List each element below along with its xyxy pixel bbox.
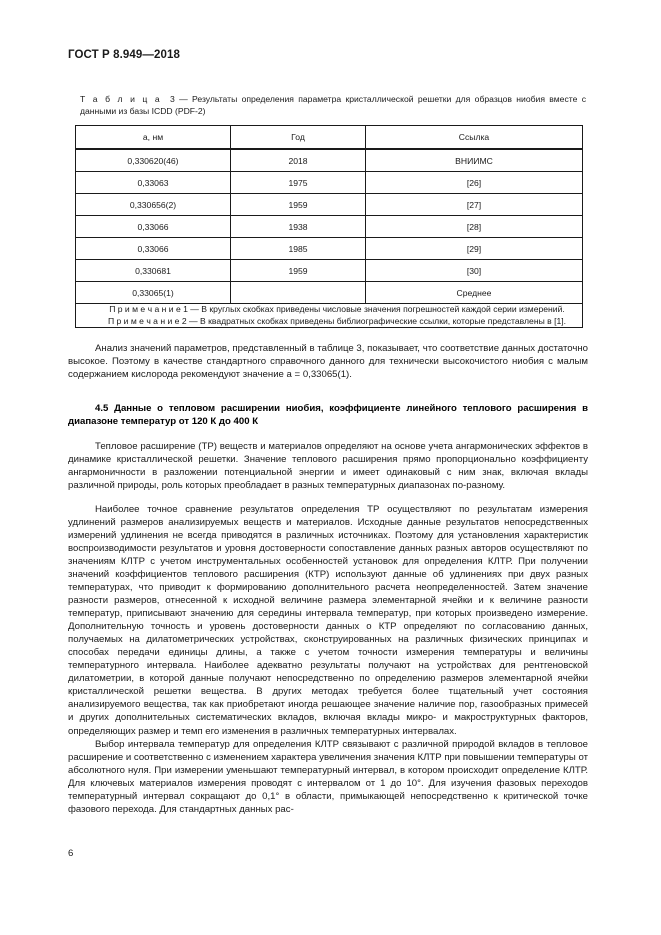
paragraph-thermal-expansion-intro: Тепловое расширение (ТР) веществ и материалов определяют на основе учета ангармонических эффектов в динамике кристаллической решетки. Значение теплового расширения прямо пропорционально коэффициенту ангармоничности в разложении потенциальной энергии и имеет одинаковый с ним знак, включая вклады различной природы, роль которых преобладает в разных температурных диапазонах по-разному. <box>68 440 588 491</box>
cell-reference: [26] <box>366 172 583 194</box>
column-header-reference: Ссылка <box>366 126 583 150</box>
paragraph-temperature-interval: Выбор интервала температур для определения КЛТР связывают с различной природой вкладов в тепловое расширение и соответственно с изменением характера увеличения значения КЛТР при повышении температуры от абсолютного нуля. При измерении уменьшают температурный интервал, в котором происходит определение КЛТР. Для ключевых материалов измерения проводят с интервалом от 1 до 10°. Для изучения фазовых переходов температурный интервал сокращают до 0,1° в области, примыкающей непосредственно к критической точке фазового перехода. Для стандартных данных рас- <box>68 738 588 815</box>
cell-reference: ВНИИМС <box>366 149 583 172</box>
cell-reference: Среднее <box>366 282 583 304</box>
table-notes <box>76 304 583 328</box>
cell-year <box>231 282 366 304</box>
cell-year: 1959 <box>231 194 366 216</box>
cell-a: 0,33065(1) <box>76 282 231 304</box>
table-row <box>76 282 583 304</box>
table-caption-number: 3 <box>169 94 175 104</box>
cell-year: 1938 <box>231 216 366 238</box>
cell-reference: [27] <box>366 194 583 216</box>
table-note-2: П р и м е ч а н и е 2 — В квадратных скобках приведены библиографические ссылки, которые представлены в [1]. <box>107 315 567 326</box>
table-caption-text: — Результаты определения параметра кристаллической решетки для образцов ниобия вместе с данными из базы ICDD (PDF-2) <box>80 94 587 116</box>
paragraph-after-table: Анализ значений параметров, представленный в таблице 3, показывает, что соответствие данных достаточно высокое. Поэтому в качестве стандартного справочного данного для технически высокочистого ниобия с малым содержанием кислорода рекомендуют значение а = 0,33065(1). <box>68 343 588 381</box>
cell-year: 2018 <box>231 149 366 172</box>
standard-header: ГОСТ Р 8.949—2018 <box>68 49 180 61</box>
cell-reference: [28] <box>366 216 583 238</box>
cell-a: 0,33063 <box>76 172 231 194</box>
paragraph-measurement-methods: Наиболее точное сравнение результатов определения ТР осуществляют по результатам измерения удлинений размеров анализируемых веществ и материалов. Исходные данные результатов непосредственных измерений удлинения не всегда приводятся в различных источниках. Поэтому для установления характеристик воспроизводимости результатов и уровня достоверности сопоставление данных разных авторов осуществляют по значениям КЛТР с учетом инструментальных особенностей установок для определения КЛТР. При получении значений коэффициентов теплового расширения (КТР) используют данные об удлинениях при двух разных температурах, что приводит к формированию дополнительного расчета неопределенностей. Затем значение разности размеров, отнесенной к исходной величине размера элементарной ячейки и к величине разности температур, приписывают значению для середины интервала температур, при которых произведено измерение. Дополнительную точность и уровень достоверности данных о КТР определяют по согласованию данных, получаемых на дилатометрических устройствах, сконструированных на различных физических принципах и способах передачи единицы длины, а также с учетом точности измерения температуры и величины температурного интервала. Наиболее адекватно результаты получают на устройствах для рентгеновской дилатометрии, в которой данные получают непосредственно по определению размеров элементарной ячейки кристаллической решетки вещества. В других методах требуется более тщательный учет состояния анализируемого вещества, так как приобретают иногда решающее значение наличие пор, газообразных примесей и других дополнительных систематических вкладов, включая вклады микро- и макроструктурных факторов, определяющих размер и темп его изменения в различных температурных интервалах. <box>68 503 588 737</box>
cell-year: 1959 <box>231 260 366 282</box>
cell-a: 0,33066 <box>76 238 231 260</box>
table-caption-label: Т а б л и ц а <box>80 94 162 104</box>
cell-reference: [29] <box>366 238 583 260</box>
column-header-year: Год <box>231 126 366 150</box>
cell-year: 1985 <box>231 238 366 260</box>
table-notes-row <box>76 304 583 328</box>
table-row <box>76 149 583 172</box>
column-header-a: а, нм <box>76 126 231 150</box>
table-row <box>76 172 583 194</box>
table-row <box>76 194 583 216</box>
cell-a: 0,330656(2) <box>76 194 231 216</box>
table-header-row <box>76 126 583 150</box>
cell-a: 0,33066 <box>76 216 231 238</box>
page-content <box>68 0 588 816</box>
cell-year: 1975 <box>231 172 366 194</box>
page-number: 6 <box>68 848 74 859</box>
lattice-parameter-table <box>75 125 583 328</box>
cell-reference: [30] <box>366 260 583 282</box>
cell-a: 0,330681 <box>76 260 231 282</box>
table-row <box>76 260 583 282</box>
table-row <box>76 238 583 260</box>
table-row <box>76 216 583 238</box>
section-heading-4-5: 4.5 Данные о тепловом расширении ниобия, коэффициенте линейного теплового расширения в диапазоне температур от 120 К до 400 К <box>68 403 588 428</box>
table-note-1: П р и м е ч а н и е 1 — В круглых скобках приведены числовые значения погрешностей каждой серии измерений. <box>109 304 565 315</box>
table-caption <box>68 94 588 117</box>
cell-a: 0,330620(46) <box>76 149 231 172</box>
